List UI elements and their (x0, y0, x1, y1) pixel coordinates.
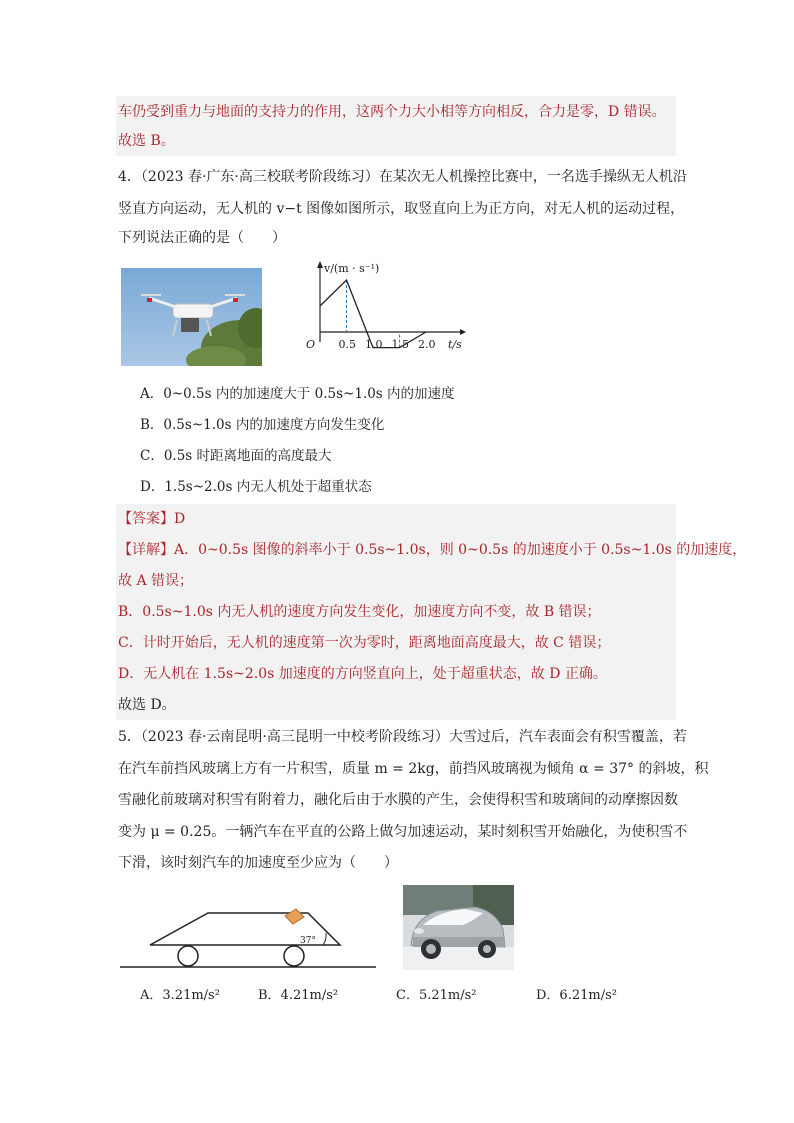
angle-arc (323, 933, 326, 945)
snow-block (285, 909, 304, 924)
x-tick-label: 0.5 (338, 338, 356, 351)
q4-detail-line-4: C．计时开始后，无人机的速度第一次为零时，距离地面高度最大，故 C 错误； (118, 635, 611, 651)
q4-stem-line-3: 下列说法正确的是（ ） (118, 230, 286, 246)
q5-option-a[interactable]: A．3.21m/s² (140, 988, 220, 1003)
snowy-car-photo (403, 885, 514, 970)
drone-photo (121, 268, 262, 366)
y-axis-label: v/(m · s⁻¹) (324, 262, 380, 275)
q4-detail-line-5: D．无人机在 1.5s~2.0s 加速度的方向竖直向上，处于超重状态，故 D 正确。 (118, 666, 607, 682)
q5-stem-line-5: 下滑，该时刻汽车的加速度至少应为（ ） (118, 855, 398, 871)
x-tick-label: 1.5 (391, 338, 409, 351)
q4-stem-line-2: 竖直方向运动，无人机的 v−t 图像如图所示，取竖直向上为正方向，对无人机的运动过程， (118, 201, 685, 217)
q5-stem-line-2: 在汽车前挡风玻璃上方有一片积雪，质量 m = 2kg，前挡风玻璃视为倾角 α = 37° 的斜坡，积 (118, 761, 709, 777)
origin-label: O (306, 338, 316, 351)
front-wheel (178, 946, 198, 966)
q4-detail-line-3: B．0.5s~1.0s 内无人机的速度方向发生变化，加速度方向不变，故 B 错误； (118, 604, 601, 620)
q4-detail-line-2: 故 A 错误； (118, 573, 194, 589)
q5-option-b[interactable]: B．4.21m/s² (258, 988, 339, 1003)
q4-detail-line-6: 故选 D。 (118, 697, 176, 713)
y-axis-arrow (317, 261, 323, 268)
q5-option-c[interactable]: C．5.21m/s² (396, 988, 477, 1003)
q4-option-a[interactable]: A．0~0.5s 内的加速度大于 0.5s~1.0s 内的加速度 (140, 386, 455, 402)
answer-fragment-line-2: 故选 B。 (118, 133, 175, 149)
q4-detail-line-1: 【详解】A．0~0.5s 图像的斜率小于 0.5s~1.0s，则 0~0.5s 的加速度小于 0.5s~1.0s 的加速度， (118, 542, 747, 558)
answer-fragment-line-1: 车仍受到重力与地面的支持力的作用，这两个力大小相等方向相反，合力是零，D 错误。 (118, 104, 666, 120)
x-tick-label: 1.0 (365, 338, 383, 351)
q4-option-b[interactable]: B．0.5s~1.0s 内的加速度方向发生变化 (140, 417, 385, 433)
vt-chart (300, 254, 470, 362)
q5-stem-line-4: 变为 μ = 0.25。一辆汽车在平直的公路上做匀加速运动，某时刻积雪开始融化，为使积雪不 (118, 824, 688, 840)
q4-option-c[interactable]: C．0.5s 时距离地面的高度最大 (140, 448, 332, 464)
x-axis-arrow (460, 329, 466, 335)
x-axis-label: t/s (448, 338, 462, 351)
car-incline-diagram (118, 900, 380, 974)
angle-label: 37° (300, 936, 316, 946)
x-tick-label: 2.0 (418, 338, 436, 351)
q4-option-d[interactable]: D．1.5s~2.0s 内无人机处于超重状态 (140, 479, 372, 495)
q5-stem-line-1: 5．（2023 春·云南昆明·高三昆明一中校考阶段练习）大雪过后，汽车表面会有积雪覆盖，若 (118, 729, 687, 745)
q5-option-d[interactable]: D．6.21m/s² (536, 988, 617, 1003)
q5-stem-line-3: 雪融化前玻璃对积雪有附着力，融化后由于水膜的产生，会使得积雪和玻璃间的动摩擦因数 (118, 792, 678, 808)
q4-answer: 【答案】D (118, 511, 186, 527)
rear-wheel (284, 946, 304, 966)
q4-stem-line-1: 4．（2023 春·广东·高三校联考阶段练习）在某次无人机操控比赛中，一名选手操纵无人机沿 (118, 169, 687, 185)
